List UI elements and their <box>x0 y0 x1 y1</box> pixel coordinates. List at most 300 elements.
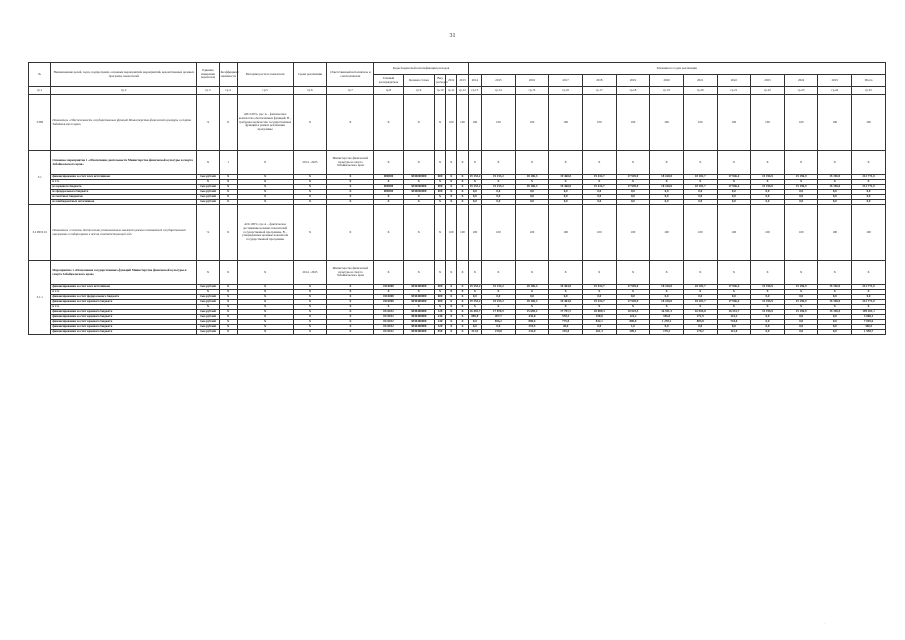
year-value: 15 196,9 <box>784 300 818 305</box>
vr-code: Х <box>434 290 445 295</box>
x-cell: Х <box>457 261 468 285</box>
year-value: 17 949,9 <box>616 285 650 290</box>
measure-header-row <box>29 151 886 175</box>
year-value: Х <box>457 180 468 185</box>
year-value: 19 432,7 <box>582 175 616 180</box>
header-year-11: 2023 <box>751 75 785 87</box>
year-value: 0,0 <box>650 325 684 330</box>
x-cell: Х <box>327 320 374 325</box>
x-cell: Х <box>327 285 374 290</box>
total-value: 1 958,7 <box>852 330 886 335</box>
year-value: 18 181,7 <box>683 185 717 190</box>
csr-code: 3830400000 <box>403 310 434 315</box>
grbs-code: 0110000 <box>374 295 403 300</box>
total-value: 0,0 <box>852 190 886 195</box>
measure-header-row <box>29 261 886 285</box>
x-cell: Х <box>446 261 457 285</box>
vr-code: 120 <box>434 310 445 315</box>
x-cell: Х <box>683 261 717 285</box>
year-value: Х <box>457 290 468 295</box>
period-cell: Х <box>293 95 327 151</box>
x-cell: Х <box>818 151 852 175</box>
year-value: 15 196,9 <box>751 285 785 290</box>
year-value: Х <box>457 310 468 315</box>
x-cell: Х <box>293 310 327 315</box>
measure-period: 2014 - 2025 <box>293 151 327 175</box>
year-value: Х <box>446 320 457 325</box>
year-value: 17 946,4 <box>717 175 751 180</box>
year-value: 250,0 <box>582 315 616 320</box>
year-value: 0,0 <box>818 330 852 335</box>
year-value: Х <box>717 305 751 310</box>
x-cell: Х <box>293 330 327 335</box>
csr-code: 3830400000 <box>403 295 434 300</box>
year-value: 0,0 <box>468 325 481 330</box>
grbs-code: 0111102 <box>374 330 403 335</box>
year-value: Х <box>457 320 468 325</box>
responsible-cell: Х <box>327 205 374 261</box>
finance-unit: Х <box>197 305 219 310</box>
year-value: 209,1 <box>616 330 650 335</box>
x-cell: Х <box>374 261 403 285</box>
x-cell: Х <box>219 185 237 190</box>
year-value: 15 196,9 <box>751 310 785 315</box>
csr-code: 3830400000 <box>403 330 434 335</box>
grbs-code: 0111102 <box>374 315 403 320</box>
x-cell: Х <box>582 151 616 175</box>
measure-num: 3.1.1 <box>29 261 51 335</box>
year-value: 0,0 <box>482 295 516 300</box>
year-value: 0,0 <box>683 325 717 330</box>
vr-cell: Х <box>434 95 445 151</box>
year-value: Х <box>468 290 481 295</box>
measure-period: 2014 - 2025 <box>293 261 327 285</box>
x-cell: Х <box>237 325 293 330</box>
year-value: 19 432,7 <box>582 300 616 305</box>
year-value: 100 <box>515 205 549 261</box>
year-value: Х <box>784 305 818 310</box>
year-value: 16 331,7 <box>717 310 751 315</box>
header-year-12: 2024 <box>784 75 818 87</box>
total-value: 0,0 <box>852 295 886 300</box>
vr-code: Х <box>434 180 445 185</box>
year-value: 0,0 <box>751 295 785 300</box>
csr-cell: Х <box>403 205 434 261</box>
measure-name: Мероприятие 1 «Исполнение государственных функций Министерства физической культуры и спорта Забайкальского края» <box>51 261 197 285</box>
year-value: Х <box>784 290 818 295</box>
header-year-2012: 2012 <box>446 75 457 87</box>
x-cell: Х <box>784 151 818 175</box>
x-cell: Х <box>515 261 549 285</box>
year-value: 0,0 <box>650 295 684 300</box>
x-cell: Х <box>327 195 374 200</box>
header-vr: Вид расходов <box>434 75 445 87</box>
year-value: 0,0 <box>751 195 785 200</box>
vr-code: 000 <box>434 175 445 180</box>
finance-unit: тыс.рублей <box>197 310 219 315</box>
year-value: 0,0 <box>582 195 616 200</box>
column-number: гр.5 <box>237 87 293 95</box>
csr-code: 3830000000 <box>403 175 434 180</box>
x-cell: Х <box>482 261 516 285</box>
grbs-cell: Х <box>374 205 403 261</box>
x-cell: Х <box>717 151 751 175</box>
year-value: 0,0 <box>784 315 818 320</box>
year-value: 18 410,0 <box>650 175 684 180</box>
year-value: 100 <box>582 95 616 151</box>
grbs-code: 0110000 <box>374 300 403 305</box>
grbs-cell: Х <box>374 95 403 151</box>
year-value: 20,0 <box>549 325 583 330</box>
x-cell: Х <box>327 300 374 305</box>
year-value: 100 <box>650 205 684 261</box>
year-value: 0,0 <box>717 190 751 195</box>
year-value: 17 870,5 <box>482 310 516 315</box>
year-value: 570,3 <box>549 315 583 320</box>
year-value: 0,0 <box>784 320 818 325</box>
header-year-4: 2016 <box>515 75 549 87</box>
year-value: Х <box>582 180 616 185</box>
x-cell: Х <box>219 305 237 310</box>
column-number: гр.10 <box>434 87 445 95</box>
x-cell: Х <box>457 151 468 175</box>
x-cell: Х <box>237 310 293 315</box>
program-budget-table <box>28 62 886 335</box>
total-value: 212 771,0 <box>852 285 886 290</box>
total-value: Х <box>852 290 886 295</box>
year-value: Х <box>549 290 583 295</box>
year-value: Х <box>818 305 852 310</box>
column-number: гр.24 <box>818 87 852 95</box>
year-value: 0,0 <box>515 200 549 205</box>
column-number: гр.15 <box>515 87 549 95</box>
year-value: 100 <box>549 95 583 151</box>
header-year-2013: 2013 <box>457 75 468 87</box>
year-value: 100 <box>446 205 457 261</box>
year-value: 0,0 <box>717 195 751 200</box>
x-cell: Х <box>293 305 327 310</box>
year-value: 207,7 <box>482 315 516 320</box>
x-cell: Х <box>327 305 374 310</box>
indicator-weight: Х <box>219 95 237 151</box>
grbs-code: Х <box>374 305 403 310</box>
year-value: Х <box>683 180 717 185</box>
x-cell: Х <box>446 151 457 175</box>
year-value: 0,0 <box>683 195 717 200</box>
year-value: Х <box>515 290 549 295</box>
header-csr: Целевая статья <box>403 75 434 87</box>
year-value: Х <box>457 315 468 320</box>
x-cell: Х <box>237 200 293 205</box>
year-value: 100 <box>784 205 818 261</box>
year-value: Х <box>582 290 616 295</box>
year-value: 100 <box>446 95 457 151</box>
year-value: 0,0 <box>751 325 785 330</box>
csr-cell: Х <box>403 95 434 151</box>
year-value: Х <box>683 290 717 295</box>
year-value: Х <box>515 180 549 185</box>
finance-unit: тыс.рублей <box>197 190 219 195</box>
year-value: 0,0 <box>818 295 852 300</box>
year-value: 0,0 <box>482 200 516 205</box>
year-value: 311,9 <box>468 330 481 335</box>
x-cell: Х <box>549 151 583 175</box>
vr-code: 000 <box>434 190 445 195</box>
header-year-7: 2019 <box>616 75 650 87</box>
year-value: Х <box>446 285 457 290</box>
x-cell: Х <box>219 315 237 320</box>
x-cell: Х <box>818 261 852 285</box>
x-cell: Х <box>434 261 445 285</box>
total-value: 0,0 <box>852 195 886 200</box>
header-unit: Единица измерения показателя <box>197 63 219 87</box>
csr-code: Х <box>403 305 434 310</box>
x-cell: Х <box>852 151 886 175</box>
column-number: гр.23 <box>784 87 818 95</box>
year-value: 18 181,7 <box>683 285 717 290</box>
csr-code: Х <box>403 195 434 200</box>
year-value: Х <box>616 305 650 310</box>
year-value: 19 153,2 <box>482 300 516 305</box>
year-value: 19 460,0 <box>549 185 583 190</box>
finance-source: финансирование за счет федерального бюджета <box>51 295 197 300</box>
total-value: Х <box>852 305 886 310</box>
x-cell: Х <box>219 190 237 195</box>
measure-responsible: Министерство физической культуры и спорта Забайкальского края <box>327 151 374 175</box>
year-value: 0,0 <box>818 325 852 330</box>
x-cell: Х <box>219 330 237 335</box>
year-value: Х <box>616 290 650 295</box>
column-number: гр.4 <box>219 87 237 95</box>
x-cell: Х <box>751 261 785 285</box>
vr-code: 000 <box>434 300 445 305</box>
year-value: Х <box>717 180 751 185</box>
year-value: 775,0 <box>549 320 583 325</box>
year-value: 100 <box>482 95 516 151</box>
year-value: Х <box>683 305 717 310</box>
vr-code: 000 <box>434 185 445 190</box>
x-cell: Х <box>582 261 616 285</box>
x-cell: Х <box>219 200 237 205</box>
finance-source: из федерального бюджета <box>51 190 197 195</box>
x-cell: Х <box>237 300 293 305</box>
x-cell: Х <box>327 290 374 295</box>
year-value: 219,8 <box>482 330 516 335</box>
finance-unit: тыс.рублей <box>197 195 219 200</box>
measure-num: 3.1 <box>29 151 51 205</box>
year-value: 179,2 <box>683 330 717 335</box>
measure-unit: Х <box>197 261 219 285</box>
year-value: 0,0 <box>468 195 481 200</box>
year-value: 0,0 <box>784 330 818 335</box>
indicator-unit: % <box>197 205 219 261</box>
year-value: 832,1 <box>582 320 616 325</box>
x-cell: Х <box>374 151 403 175</box>
grbs-code: 000000 <box>374 175 403 180</box>
year-value: 19 153,2 <box>482 285 516 290</box>
year-value: Х <box>457 305 468 310</box>
year-value: 0,0 <box>549 190 583 195</box>
year-value: 16 925,5 <box>616 310 650 315</box>
year-value: Х <box>650 180 684 185</box>
year-value: 19 153,2 <box>482 175 516 180</box>
header-year-10: 2022 <box>717 75 751 87</box>
header-year-8: 2020 <box>650 75 684 87</box>
year-value: 19 153,2 <box>469 184 481 189</box>
year-value: 856,2 <box>482 320 516 325</box>
year-value: 0,0 <box>751 315 785 320</box>
year-value: 0,0 <box>468 190 481 195</box>
finance-source: финансирование за счет краевого бюджета <box>51 315 197 320</box>
x-cell: Х <box>403 261 434 285</box>
year-value: Х <box>515 305 549 310</box>
column-number: гр.22 <box>751 87 785 95</box>
year-value: 15 196,9 <box>818 175 852 180</box>
year-value: 0,0 <box>751 330 785 335</box>
year-value: Х <box>468 180 481 185</box>
year-value: 0,0 <box>818 200 852 205</box>
total-value: Х <box>852 180 886 185</box>
x-cell: Х <box>237 195 293 200</box>
year-value: 0,0 <box>582 325 616 330</box>
finance-unit: Х <box>197 290 219 295</box>
year-value: 0,0 <box>683 190 717 195</box>
year-value: 0,0 <box>818 320 852 325</box>
x-cell: Х <box>327 180 374 185</box>
x-cell: Х <box>219 325 237 330</box>
header-total: Итого <box>852 75 886 87</box>
measure-responsible: Министерство физической культуры и спорта Забайкальского края <box>327 261 374 285</box>
year-value: 17 946,4 <box>717 285 751 290</box>
year-value: 18 181,7 <box>683 300 717 305</box>
x-cell: Х <box>293 180 327 185</box>
x-cell: Х <box>293 300 327 305</box>
indicator-unit: % <box>197 95 219 151</box>
year-value: Х <box>446 185 457 190</box>
grbs-code: 0111102 <box>374 320 403 325</box>
year-value: 17 946,4 <box>717 300 751 305</box>
year-value: 271,9 <box>683 315 717 320</box>
x-cell: Х <box>237 285 293 290</box>
header-method: Методика расчета показателя <box>237 63 293 87</box>
year-value: 0,0 <box>582 295 616 300</box>
year-value: Х <box>446 325 457 330</box>
year-value: 17 946,4 <box>717 185 751 190</box>
year-value: Х <box>457 185 468 190</box>
year-value: Х <box>457 330 468 335</box>
year-value: 0,0 <box>468 200 481 205</box>
x-cell: Х <box>327 190 374 195</box>
measure-unit: Х <box>197 151 219 175</box>
year-value: 19 153,2 <box>469 284 481 289</box>
year-value: 15 196,9 <box>784 285 818 290</box>
csr-code: 3830400000 <box>403 315 434 320</box>
finance-row <box>29 330 886 335</box>
x-cell: Х <box>650 151 684 175</box>
x-cell: Х <box>293 315 327 320</box>
year-value: Х <box>549 180 583 185</box>
x-cell: Х <box>219 320 237 325</box>
year-value: 0,0 <box>549 195 583 200</box>
x-cell: Х <box>293 195 327 200</box>
year-value: Х <box>457 190 468 195</box>
year-value: 0,0 <box>616 195 650 200</box>
year-value: 100 <box>818 205 852 261</box>
year-value: 0,0 <box>717 325 751 330</box>
x-cell: Х <box>237 180 293 185</box>
year-value: 15 196,9 <box>751 185 785 190</box>
year-value: 16 492,7 <box>469 309 481 314</box>
year-value: 100 <box>457 205 468 261</box>
year-value: Х <box>446 190 457 195</box>
finance-source: в т.ч. <box>51 180 197 185</box>
year-value: 800,0 <box>616 320 650 325</box>
finance-source: из краевого бюджета <box>51 185 197 190</box>
x-cell: Х <box>327 330 374 335</box>
finance-source: из местных бюджетов <box>51 195 197 200</box>
x-cell: Х <box>751 151 785 175</box>
column-number-row <box>29 87 886 95</box>
x-cell: Х <box>434 151 445 175</box>
year-value: 0,0 <box>751 200 785 205</box>
year-value: 319,0 <box>549 330 583 335</box>
header-budget-codes: Коды бюджетной классификации расходов <box>374 63 468 75</box>
column-number: гр.20 <box>683 87 717 95</box>
year-value: 100 <box>616 95 650 151</box>
year-value: Х <box>446 295 457 300</box>
grbs-code: 000000 <box>374 185 403 190</box>
x-cell: Х <box>293 175 327 180</box>
x-cell: Х <box>327 175 374 180</box>
header-year-3: 2015 <box>482 75 516 87</box>
x-cell: Х <box>293 200 327 205</box>
column-number: гр.11 <box>446 87 457 95</box>
column-number: гр.1 <box>29 87 51 95</box>
year-value: Х <box>650 290 684 295</box>
column-number: гр.18 <box>616 87 650 95</box>
total-value: 212 771,0 <box>852 175 886 180</box>
x-cell: Х <box>515 151 549 175</box>
total-value: 7 049,6 <box>852 320 886 325</box>
year-value: 15 196,9 <box>784 185 818 190</box>
x-cell: Х <box>852 261 886 285</box>
x-cell: Х <box>293 290 327 295</box>
year-value: 100 <box>482 205 516 261</box>
vr-code: 850 <box>434 330 445 335</box>
year-value: Х <box>751 180 785 185</box>
year-value: 100 <box>818 95 852 151</box>
year-value: 100 <box>683 205 717 261</box>
header-responsible: Ответственный исполнитель и соисполнители <box>327 63 374 87</box>
year-value: 319,5 <box>515 325 549 330</box>
year-value: 100 <box>717 95 751 151</box>
x-cell: Х <box>219 300 237 305</box>
year-value: Х <box>446 195 457 200</box>
x-cell: Х <box>237 290 293 295</box>
year-value: 19 432,7 <box>582 185 616 190</box>
measure-weight: 1 <box>219 151 237 175</box>
x-cell: Х <box>327 310 374 315</box>
csr-code: 3830400000 <box>403 325 434 330</box>
year-value: Х <box>582 305 616 310</box>
year-value: 15 196,9 <box>751 300 785 305</box>
x-cell: Х <box>327 200 374 205</box>
year-value: Х <box>549 305 583 310</box>
grbs-code: Х <box>374 195 403 200</box>
header-year-5: 2017 <box>549 75 583 87</box>
year-value: 432,8 <box>515 315 549 320</box>
year-value: 0,0 <box>683 295 717 300</box>
